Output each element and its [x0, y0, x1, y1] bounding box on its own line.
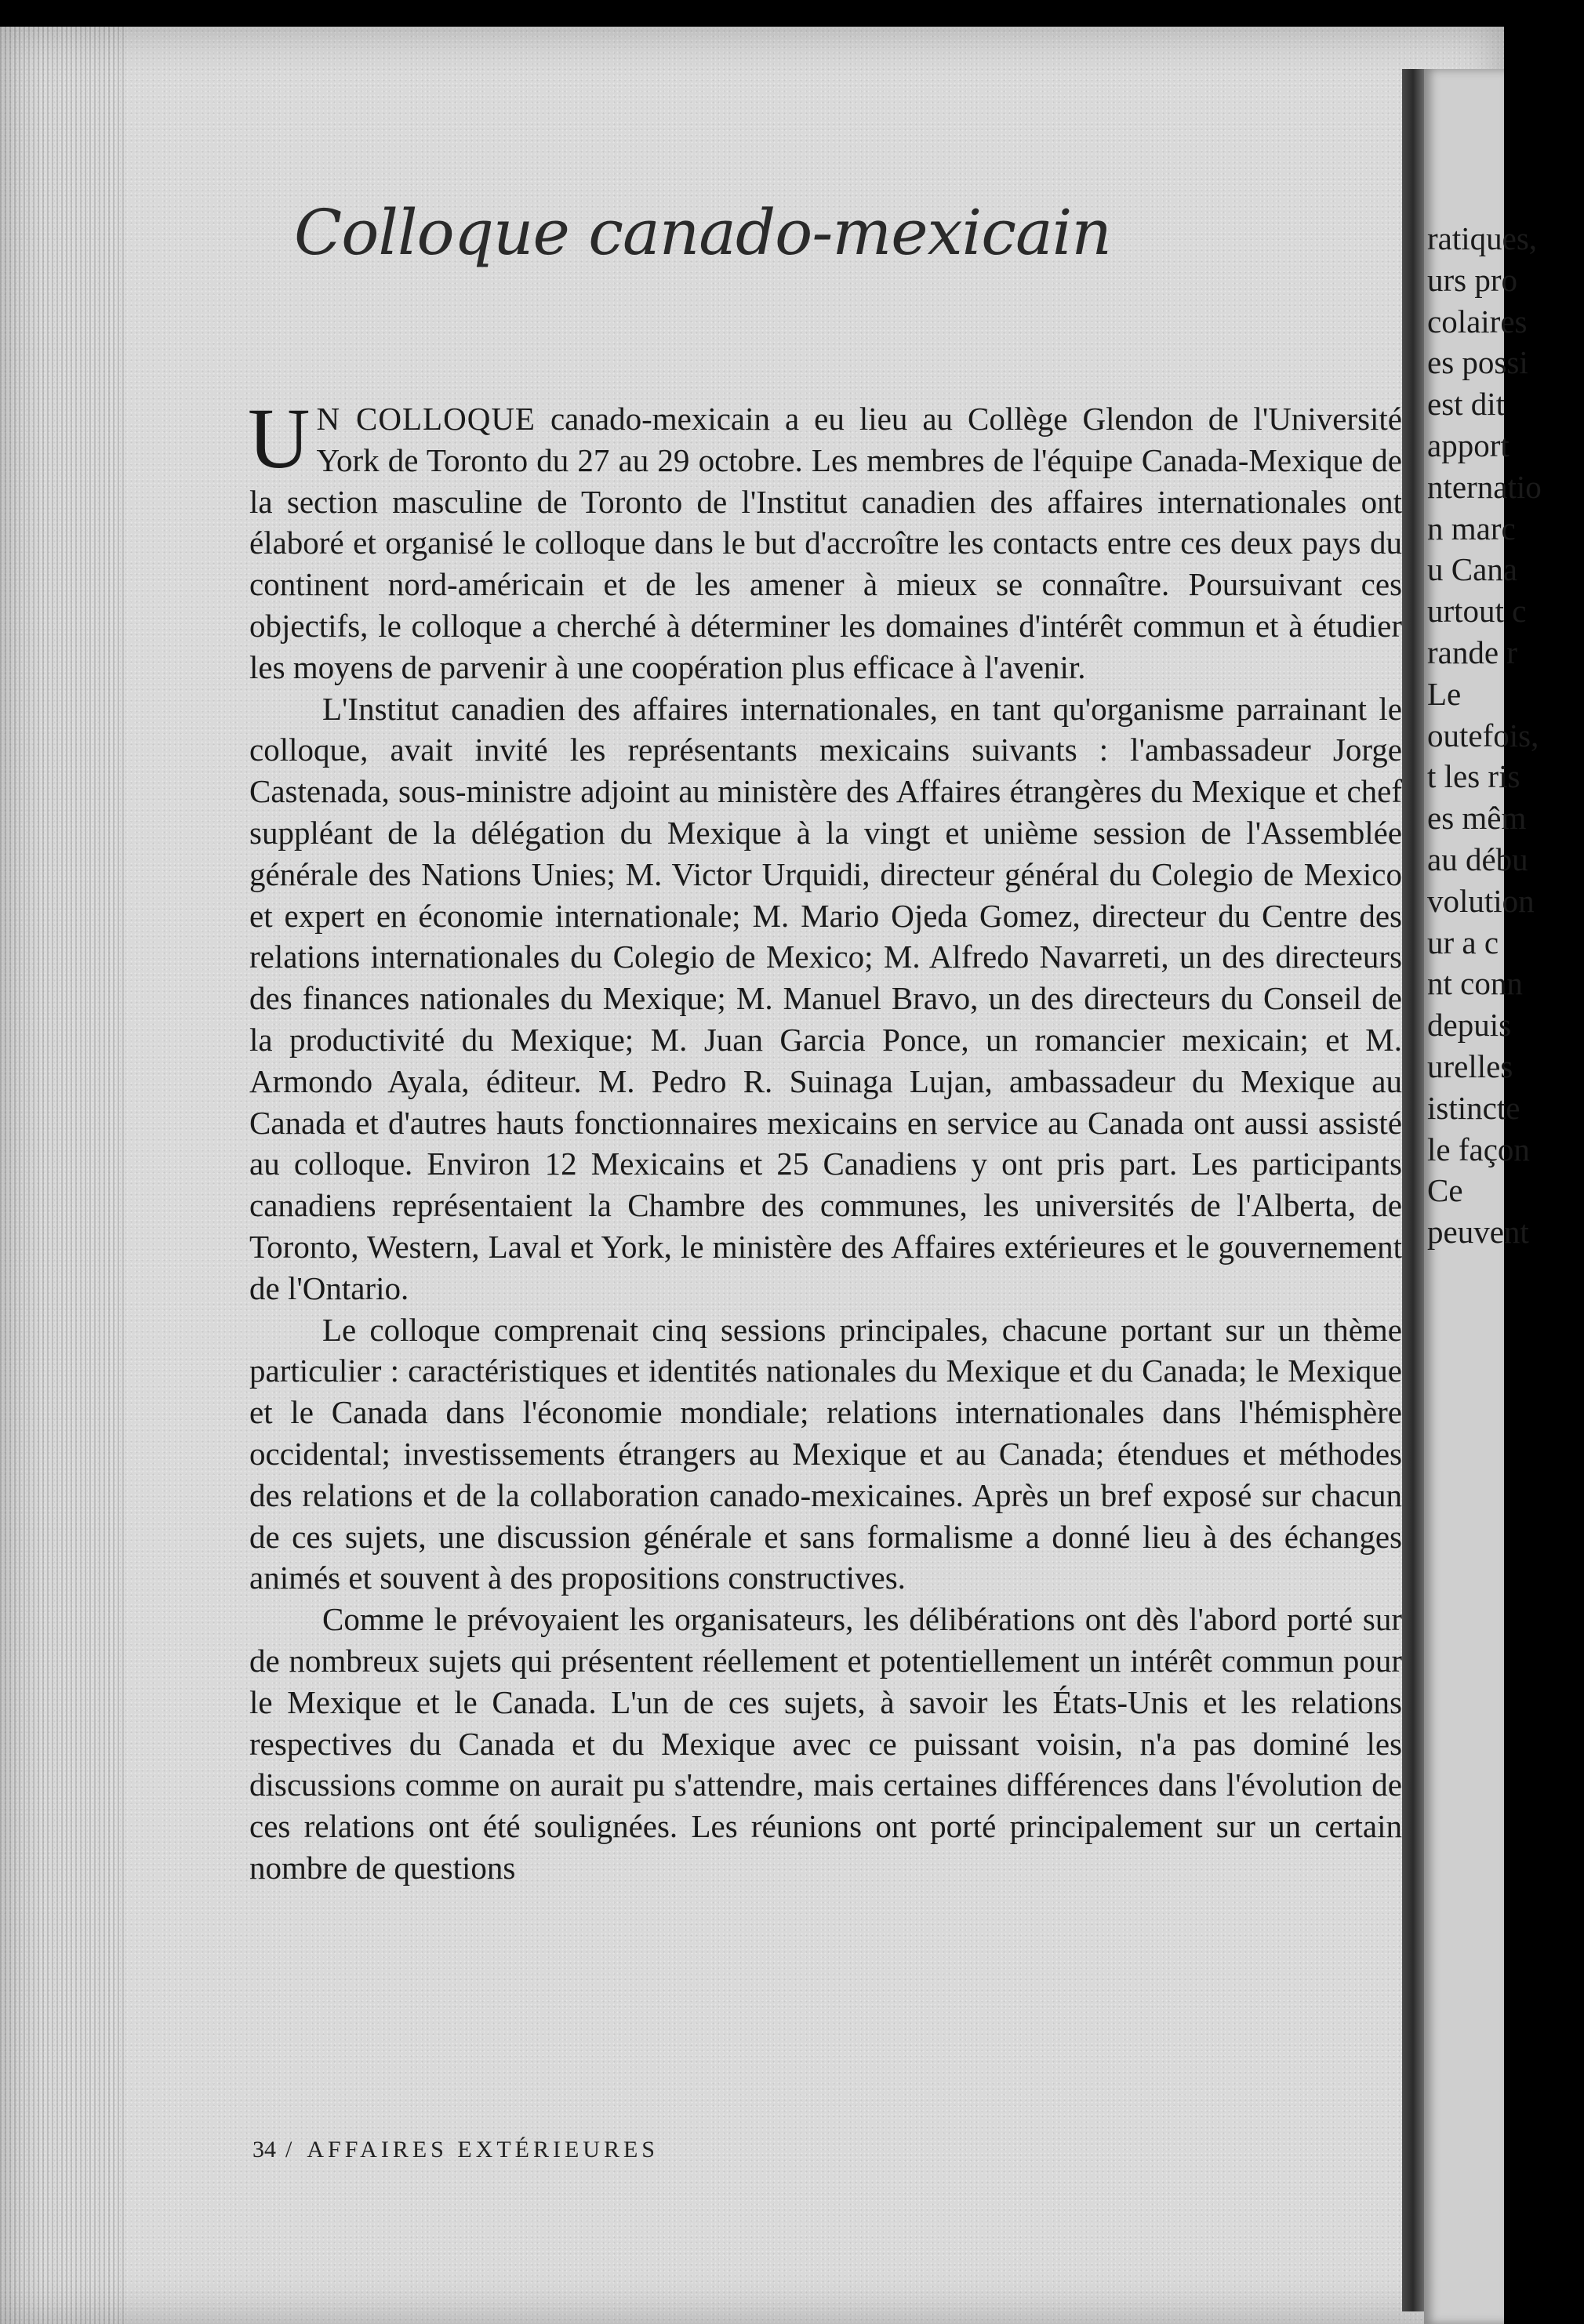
next-page-line: ratiques, [1427, 220, 1538, 256]
next-page-line: nt conn [1427, 965, 1523, 1002]
next-page-text [1427, 218, 1584, 1253]
opening-smallcaps: N COLLOQUE [316, 401, 536, 437]
page-number: 34 [252, 2137, 276, 2162]
next-page-line: urs pro [1427, 261, 1518, 298]
next-page-line: le façon [1427, 1131, 1530, 1167]
article [249, 196, 1402, 2172]
page-footer [252, 2137, 659, 2163]
next-page-line: outefois, [1427, 717, 1539, 753]
book-spine-gutter [1402, 69, 1424, 2311]
article-title: Colloque canado-mexicain [294, 196, 1111, 269]
next-page-line: ur a c [1427, 924, 1499, 960]
next-page-line: nternatio [1427, 468, 1542, 505]
next-page-line: u Cana [1427, 551, 1517, 588]
next-page-line: t les ris [1427, 758, 1520, 795]
next-page-line: istincte [1427, 1089, 1520, 1126]
footer-separator: / [285, 2137, 296, 2162]
paragraph-2: L'Institut canadien des affaires internationales, en tant qu'organisme parrainant le colloque, avait invité les représentants mexicains suivants : l'ambassadeur Jorge Castenada, sous-ministre adjoint au ministère des Affaires étrangères du Mexique et chef suppléant de la délégation du Mexique à la vingt et unième session de l'Assemblée générale des Nations Unies; M. Victor Urquidi, directeur général du Colegio de Mexico et expert en économie internationale; M. Mario Ojeda Gomez, directeur du Centre des relations internationales du Colegio de Mexico; M. Alfredo Navarreti, un des directeurs des finances nationales du Mexique; M. Manuel Bravo, un des directeurs du Conseil de la productivité du Mexique; M. Juan Garcia Ponce, un romancier mexicain; et M. Armondo Ayala, éditeur. M. Pedro R. Suinaga Lujan, ambassadeur du Mexique au Canada et d'autres hauts fonctionnaires mexicains en service au Canada ont aussi assisté au colloque. Environ 12 Mexicains et 25 Canadiens y ont pris part. Les participants canadiens représentaient la Chambre des communes, les universités de l'Alberta, de Toronto, Western, Laval et York, le ministère des Affaires extérieures et le gouvernement de l'Ontario. [249, 690, 1402, 1306]
paragraph-4: Comme le prévoyaient les organisateurs, les délibérations ont dès l'abord porté sur de nombreux sujets qui présentent réellement et potentiellement un intérêt commun pour le Mexique et le Canada. L'un de ces sujets, à savoir les États-Unis et les relations respectives du Canada et du Mexique avec ce puissant voisin, n'a pas dominé les discussions comme on aurait pu s'attendre, mais certaines différences dans l'évolution de ces relations ont été soulignées. Les réunions ont porté principalement sur un certain nombre de questions [249, 1601, 1402, 1886]
paragraph-3: Le colloque comprenait cinq sessions principales, chacune portant sur un thème particulier : caractéristiques et identités nationales du Mexique et du Canada; le Mexique et le Canada dans l'économie mondiale; relations internationales dans l'hémisphère occidental; investissements étrangers au Mexique et au Canada; étendues et méthodes des relations et de la collaboration canado-mexicaines. Après un bref exposé sur chacun de ces sujets, une discussion générale et sans formalisme a donné lieu à des échanges animés et souvent à des propositions constructives. [249, 1311, 1402, 1596]
next-page-line: es possi [1427, 344, 1528, 381]
next-page-line: depuis [1427, 1007, 1512, 1044]
next-page-line: n marc [1427, 510, 1516, 547]
next-page-line: rande r [1427, 634, 1517, 670]
next-page-line: est dit [1427, 386, 1506, 423]
next-page-line: au débu [1427, 841, 1528, 877]
article-body [248, 390, 1402, 1889]
next-page-line: colaires [1427, 303, 1528, 340]
page-edge-shadow [0, 27, 125, 2324]
paragraph-1-text: canado-mexicain a eu lieu au Collège Glendon de l'Université York de Toronto du 27 au 29 octobre. Les membres de l'équipe Canada-Mexique de la section masculine de Toronto de l'Institut canadien des affaires internationales ont élaboré et organisé le colloque dans le but d'accroître les contacts entre ces deux pays du continent nord-américain et de les amener à mieux se connaître. Poursuivant ces objectifs, le colloque a cherché à déterminer les domaines d'intérêt commun et à étudier les moyens de parvenir à une coopération plus efficace à l'avenir. [249, 401, 1402, 685]
next-page-line: apport [1427, 427, 1510, 463]
next-page-line: Ce [1427, 1172, 1463, 1209]
next-page-edge [1424, 69, 1542, 2324]
next-page-line: urelles [1427, 1048, 1513, 1084]
next-page-line: volution [1427, 882, 1535, 919]
next-page-line: Le [1427, 675, 1462, 712]
paragraph-1 [248, 390, 1402, 688]
next-page-line: es mêm [1427, 800, 1527, 837]
next-page-line: urtout c [1427, 593, 1527, 630]
drop-cap: U [248, 390, 311, 486]
publication-name: AFFAIRES EXTÉRIEURES [307, 2137, 659, 2162]
next-page-line: peuvent [1427, 1214, 1529, 1251]
